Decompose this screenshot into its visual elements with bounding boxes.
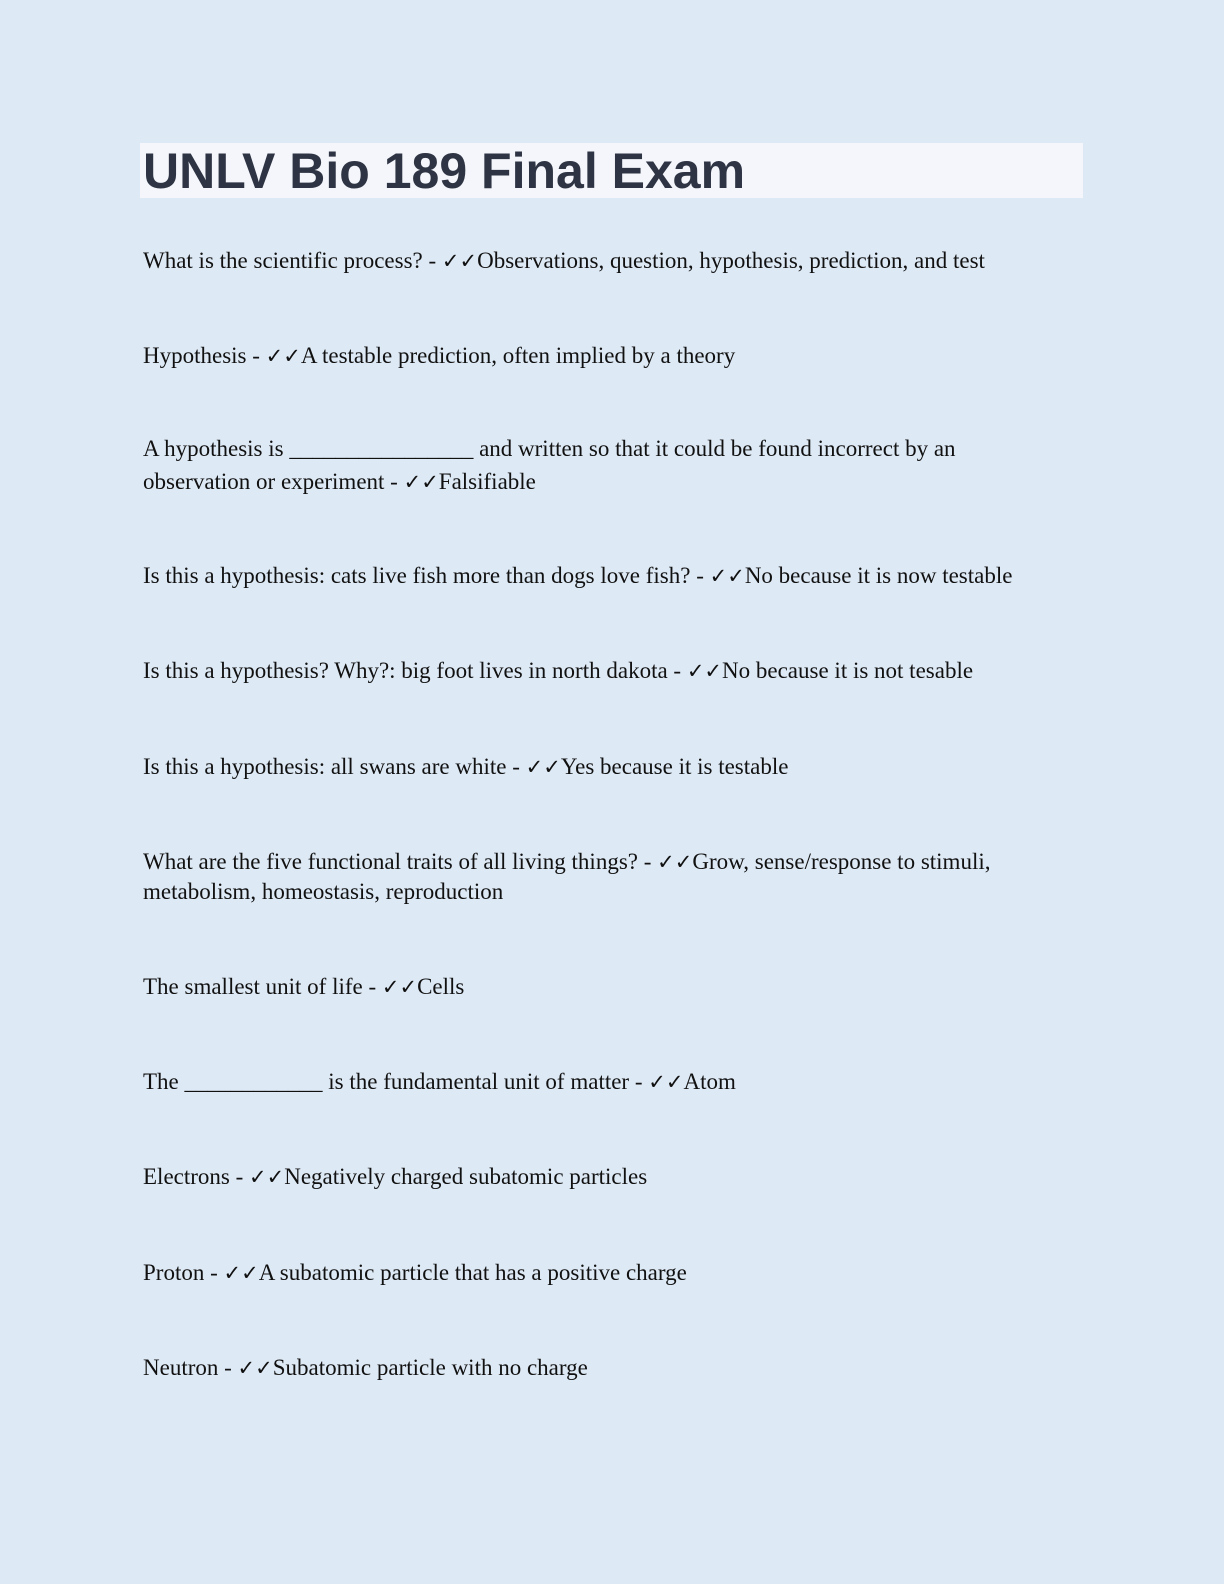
double-check-icon: ✓✓ bbox=[648, 1070, 684, 1094]
qa-item bbox=[143, 432, 1023, 499]
double-check-icon: ✓✓ bbox=[403, 470, 439, 494]
double-check-icon: ✓✓ bbox=[381, 975, 418, 999]
answer-text: Yes because it is testable bbox=[560, 754, 789, 779]
qa-item bbox=[143, 246, 1088, 276]
question-text: Hypothesis - bbox=[143, 343, 266, 368]
question-text: Neutron - bbox=[143, 1355, 238, 1380]
answer-text: No because it is not tesable bbox=[722, 658, 974, 683]
question-text: The ____________ is the fundamental unit of matter - bbox=[143, 1069, 649, 1094]
question-text: Is this a hypothesis: cats live fish more than dogs love fish? - bbox=[143, 563, 710, 588]
double-check-icon: ✓✓ bbox=[265, 344, 301, 368]
page-title: UNLV Bio 189 Final Exam bbox=[143, 143, 746, 199]
answer-text: A subatomic particle that has a positive charge bbox=[258, 1260, 687, 1285]
answer-text: Cells bbox=[417, 974, 465, 999]
double-check-icon: ✓✓ bbox=[223, 1261, 259, 1285]
answer-text: No because it is now testable bbox=[744, 563, 1013, 588]
double-check-icon: ✓✓ bbox=[249, 1165, 285, 1189]
question-text: Is this a hypothesis? Why?: big foot lives in north dakota - bbox=[143, 658, 687, 683]
question-text: Is this a hypothesis: all swans are white - bbox=[143, 754, 526, 779]
question-text: A hypothesis is ________________ and written so that it could be found incorrect by an observation or experiment - bbox=[143, 436, 956, 494]
question-text: The smallest unit of life - bbox=[143, 974, 382, 999]
qa-item bbox=[143, 1067, 1088, 1097]
answer-text: A testable prediction, often implied by a theory bbox=[300, 343, 736, 368]
qa-item bbox=[143, 752, 1088, 782]
qa-item bbox=[143, 847, 1038, 907]
qa-item bbox=[143, 1258, 1088, 1288]
answer-text: Observations, question, hypothesis, prediction, and test bbox=[477, 248, 985, 273]
question-text: Proton - bbox=[143, 1260, 224, 1285]
qa-item bbox=[143, 1162, 1088, 1192]
double-check-icon: ✓✓ bbox=[686, 659, 723, 683]
qa-item bbox=[143, 1353, 1088, 1383]
answer-text: Negatively charged subatomic particles bbox=[284, 1164, 648, 1189]
double-check-icon: ✓✓ bbox=[657, 850, 693, 874]
answer-text: Falsifiable bbox=[438, 469, 536, 494]
question-text: Electrons - bbox=[143, 1164, 250, 1189]
double-check-icon: ✓✓ bbox=[441, 249, 478, 273]
double-check-icon: ✓✓ bbox=[709, 564, 745, 588]
qa-item bbox=[143, 656, 1088, 686]
answer-text: Grow, sense/response to stimuli, metabolism, homeostasis, reproduction bbox=[143, 849, 991, 904]
question-text: What are the five functional traits of all living things? - bbox=[143, 849, 658, 874]
qa-item bbox=[143, 972, 1088, 1002]
qa-item bbox=[143, 341, 1088, 371]
double-check-icon: ✓✓ bbox=[237, 1356, 273, 1380]
qa-item bbox=[143, 561, 1088, 591]
question-text: What is the scientific process? - bbox=[143, 248, 442, 273]
double-check-icon: ✓✓ bbox=[525, 755, 561, 779]
answer-text: Atom bbox=[683, 1069, 736, 1094]
answer-text: Subatomic particle with no charge bbox=[272, 1355, 588, 1380]
